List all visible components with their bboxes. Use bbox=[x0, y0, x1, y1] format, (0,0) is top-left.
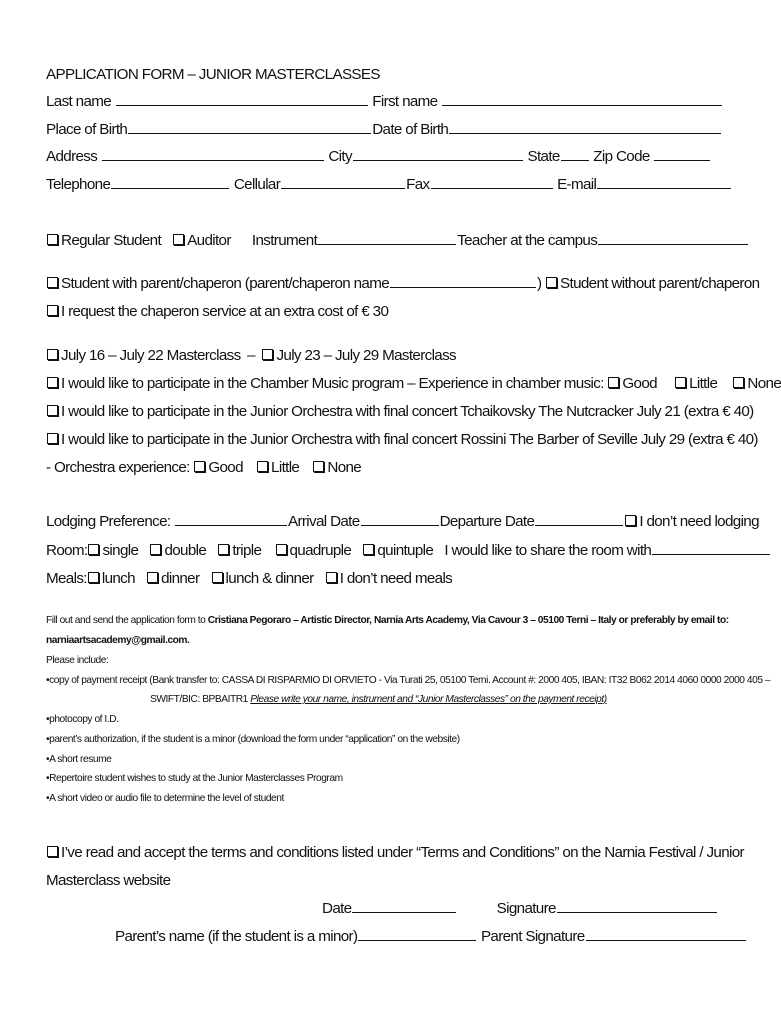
date-field[interactable] bbox=[352, 898, 456, 913]
no-lodging-checkbox[interactable] bbox=[625, 515, 636, 526]
meals-dinner-checkbox[interactable] bbox=[147, 572, 158, 583]
without-chaperon-checkbox[interactable] bbox=[546, 277, 557, 288]
with-chaperon-checkbox[interactable] bbox=[47, 277, 58, 288]
orchestra-none-checkbox[interactable] bbox=[313, 461, 324, 472]
include-item-receipt: •copy of payment receipt (Bank transfer to: CASSA DI RISPARMIO DI ORVIETO - Via Turati 25, 05100 Terni. Account #: 2000 405, IBAN: IT32 B062 2014 4060 0000 2000 405 – bbox=[46, 675, 771, 686]
chaperon-name-field[interactable] bbox=[390, 273, 536, 288]
include-item-resume: •A short resume bbox=[46, 754, 112, 765]
orchestra-experience-row: - Orchestra experience: Good Little None bbox=[46, 459, 362, 476]
include-item-authorization: •parent’s authorization, if the student is a minor (download the form under “application” on the website) bbox=[46, 734, 460, 745]
lodging-row: Lodging Preference: Arrival Date Departure Date I don’t need lodging bbox=[46, 513, 759, 530]
chaperon-row: Student with parent/chaperon (parent/chaperon name ) Student without parent/chaperon bbox=[46, 273, 759, 295]
meals-lunch-checkbox[interactable] bbox=[88, 572, 99, 583]
first-name-field[interactable] bbox=[442, 91, 722, 106]
form-title: APPLICATION FORM – JUNIOR MASTERCLASSES bbox=[46, 66, 380, 83]
chaperon-service-row: I request the chaperon service at an extra cost of € 30 bbox=[46, 301, 388, 323]
contact-email: narniaartsacademy@gmail.com. bbox=[46, 635, 190, 646]
terms-row: I’ve read and accept the terms and conditions listed under “Terms and Conditions” on the Narnia Festival / Junior bbox=[46, 842, 744, 864]
share-room-field[interactable] bbox=[652, 540, 770, 555]
july16-checkbox[interactable] bbox=[47, 349, 58, 360]
city-field[interactable] bbox=[353, 146, 523, 161]
room-double-checkbox[interactable] bbox=[150, 544, 161, 555]
parent-row: Parent’s name (if the student is a minor) Parent Signature bbox=[115, 926, 747, 948]
status-row: Regular Student Auditor Instrument Teacher at the campus bbox=[46, 230, 749, 252]
birth-row: Place of Birth Date of Birth bbox=[46, 119, 722, 141]
include-item-id: •photocopy of I.D. bbox=[46, 714, 119, 725]
room-triple-checkbox[interactable] bbox=[218, 544, 229, 555]
auditor-checkbox[interactable] bbox=[173, 234, 184, 245]
orchestra-nutcracker-checkbox[interactable] bbox=[47, 405, 58, 416]
orchestra-barber-checkbox[interactable] bbox=[47, 433, 58, 444]
no-meals-checkbox[interactable] bbox=[326, 572, 337, 583]
chamber-row: I would like to participate in the Chamber Music program – Experience in chamber music: Good Little None bbox=[46, 373, 781, 395]
send-instructions: Fill out and send the application form to Cristiana Pegoraro – Artistic Director, Narnia Arts Academy, Via Cavour 3 – 05100 Terni – Italy or preferably by email to: bbox=[46, 615, 729, 626]
sessions-row: July 16 – July 22 Masterclass – July 23 – July 29 Masterclass bbox=[46, 345, 456, 367]
cellular-field[interactable] bbox=[281, 174, 405, 189]
terms-checkbox[interactable] bbox=[47, 846, 58, 857]
contact-row: Telephone Cellular Fax E-mail bbox=[46, 174, 732, 196]
room-row: Room: single double triple quadruple quintuple I would like to share the room with bbox=[46, 540, 771, 562]
date-of-birth-field[interactable] bbox=[449, 119, 721, 134]
telephone-field[interactable] bbox=[111, 174, 229, 189]
include-heading: Please include: bbox=[46, 655, 109, 666]
state-field[interactable] bbox=[561, 146, 589, 161]
zip-field[interactable] bbox=[654, 146, 710, 161]
parent-name-field[interactable] bbox=[358, 926, 476, 941]
meals-row: Meals: lunch dinner lunch & dinner I don’t need meals bbox=[46, 570, 453, 587]
orchestra-little-checkbox[interactable] bbox=[257, 461, 268, 472]
chamber-none-checkbox[interactable] bbox=[733, 377, 744, 388]
lodging-preference-field[interactable] bbox=[175, 511, 287, 526]
terms-row-cont: Masterclass website bbox=[46, 872, 171, 889]
include-item-repertoire: •Repertoire student wishes to study at the Junior Masterclasses Program bbox=[46, 773, 343, 784]
july23-checkbox[interactable] bbox=[262, 349, 273, 360]
include-item-receipt-cont: SWIFT/BIC: BPBAITR1 Please write your name, instrument and “Junior Masterclasses” on the payment receipt) bbox=[150, 694, 607, 705]
room-quadruple-checkbox[interactable] bbox=[276, 544, 287, 555]
name-row: Last name First name bbox=[46, 91, 723, 113]
address-field[interactable] bbox=[102, 146, 324, 161]
arrival-date-field[interactable] bbox=[361, 511, 439, 526]
signature-field[interactable] bbox=[557, 898, 717, 913]
meals-lunch-dinner-checkbox[interactable] bbox=[212, 572, 223, 583]
orchestra1-row: I would like to participate in the Junior Orchestra with final concert Tchaikovsky The Nutcracker July 21 (extra € 40) bbox=[46, 401, 754, 423]
chamber-little-checkbox[interactable] bbox=[675, 377, 686, 388]
include-item-video: •A short video or audio file to determine the level of student bbox=[46, 793, 284, 804]
email-field[interactable] bbox=[597, 174, 731, 189]
date-signature-row: Date Signature bbox=[322, 898, 718, 920]
last-name-field[interactable] bbox=[116, 91, 368, 106]
chamber-good-checkbox[interactable] bbox=[608, 377, 619, 388]
instrument-field[interactable] bbox=[318, 230, 456, 245]
address-row: Address City State Zip Code bbox=[46, 146, 711, 168]
departure-date-field[interactable] bbox=[535, 511, 623, 526]
fax-field[interactable] bbox=[431, 174, 553, 189]
teacher-field[interactable] bbox=[598, 230, 748, 245]
room-single-checkbox[interactable] bbox=[88, 544, 99, 555]
regular-student-checkbox[interactable] bbox=[47, 234, 58, 245]
orchestra-good-checkbox[interactable] bbox=[194, 461, 205, 472]
place-of-birth-field[interactable] bbox=[128, 119, 371, 134]
chaperon-service-checkbox[interactable] bbox=[47, 305, 58, 316]
room-quintuple-checkbox[interactable] bbox=[363, 544, 374, 555]
chamber-checkbox[interactable] bbox=[47, 377, 58, 388]
orchestra2-row: I would like to participate in the Junior Orchestra with final concert Rossini The Barber of Seville July 29 (extra € 40) bbox=[46, 429, 758, 451]
parent-signature-field[interactable] bbox=[586, 926, 746, 941]
